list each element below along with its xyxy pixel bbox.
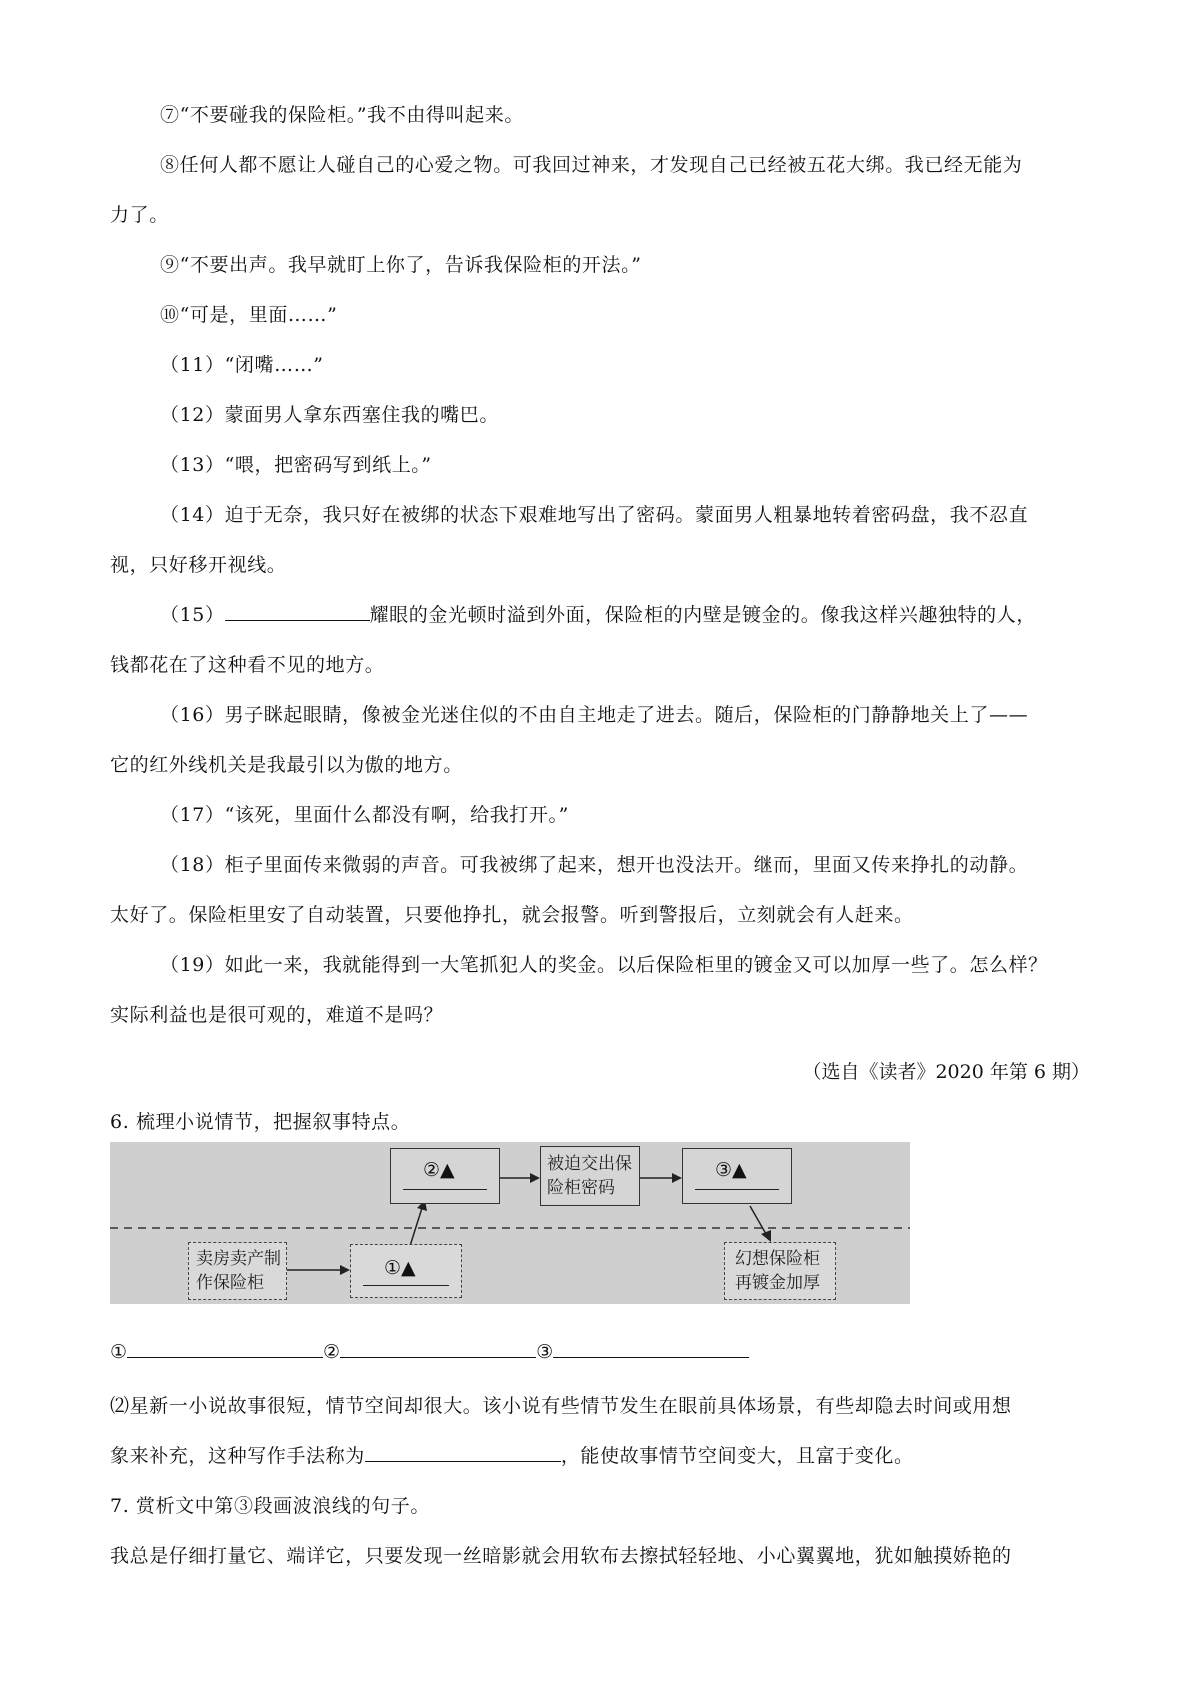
answer-blank-3[interactable] [553,1343,749,1358]
blank-2-label: ②▲ [423,1159,455,1181]
answer-blanks-row [110,1341,749,1363]
box-fantasy [724,1242,836,1300]
paragraph-15-number: （15） [160,604,225,626]
mind-map-diagram [110,1142,910,1304]
answer-blank-2[interactable] [340,1343,536,1358]
paragraph-16: （16）男子眯起眼睛，像被金光迷住似的不由自主地走了进去。随后，保险柜的门静静地关上了—— [160,704,1029,726]
box-sell-property [188,1242,287,1300]
box-sell-line2: 作保险柜 [196,1273,264,1293]
answer-blank-1[interactable] [127,1343,323,1358]
paragraph-18-cont: 太好了。保险柜里安了自动装置，只要他挣扎，就会报警。听到警报后，立刻就会有人赶来。 [110,904,914,926]
paragraph-17: （17）“该死，里面什么都没有啊，给我打开。” [160,804,569,826]
box-forced-line1: 被迫交出保 [547,1154,632,1174]
paragraph-15-cont: 钱都花在了这种看不见的地方。 [110,654,385,676]
box-sell-line1: 卖房卖产制 [196,1249,281,1269]
question-6-2-line2 [110,1441,914,1468]
box-blank-3 [682,1148,792,1204]
question-7: 7. 赏析文中第③段画波浪线的句子。 [110,1495,430,1517]
paragraph-10: ⑩“可是，里面……” [160,304,338,326]
question-6-2-line1: ⑵星新一小说故事很短，情节空间却很大。该小说有些情节发生在眼前具体场景，有些却隐去时间或用想 [110,1395,1012,1417]
blank-2-underline [403,1189,487,1190]
paragraph-14-cont: 视，只好移开视线。 [110,554,287,576]
paragraph-13: （13）“喂，把密码写到纸上。” [160,454,432,476]
paragraph-15 [160,600,1036,627]
paragraph-11: （11）“闭嘴……” [160,354,324,376]
answer-label-1: ① [110,1341,128,1363]
paragraph-14: （14）迫于无奈，我只好在被绑的状态下艰难地写出了密码。蒙面男人粗暴地转着密码盘，我不忍直 [160,504,1029,526]
answer-label-2: ② [323,1341,341,1363]
arrow-3-to-fantasy [750,1206,766,1234]
paragraph-16-cont: 它的红外线机关是我最引以为傲的地方。 [110,754,463,776]
paragraph-8: ⑧任何人都不愿让人碰自己的心爱之物。可我回过神来，才发现自己已经被五花大绑。我已经无能为 [160,154,1023,176]
arrow-1-to-2 [410,1208,422,1246]
question-6-2-prefix: 象来补充，这种写作手法称为 [110,1445,365,1467]
box-fantasy-line1: 幻想保险柜 [735,1249,820,1269]
fill-blank-15[interactable] [225,602,370,621]
paragraph-12: （12）蒙面男人拿东西塞住我的嘴巴。 [160,404,499,426]
paragraph-19: （19）如此一来，我就能得到一大笔抓犯人的奖金。以后保险柜里的镀金又可以加厚一些了。怎么样？ [160,954,1048,976]
paragraph-7: ⑦“不要碰我的保险柜。”我不由得叫起来。 [160,104,524,126]
paragraph-9: ⑨“不要出声。我早就盯上你了，告诉我保险柜的开法。” [160,254,642,276]
technique-blank[interactable] [365,1447,561,1462]
box-blank-2 [390,1148,500,1204]
box-forced-password [540,1146,640,1206]
question-6: 6. 梳理小说情节，把握叙事特点。 [110,1111,411,1133]
blank-1-underline [363,1285,449,1286]
question-7-text: 我总是仔细打量它、端详它，只要发现一丝暗影就会用软布去擦拭轻轻地、小心翼翼地，犹如触摸娇艳的 [110,1545,1012,1567]
paragraph-8-cont: 力了。 [110,204,169,226]
blank-1-label: ①▲ [384,1257,416,1279]
source-citation: （选自《读者》2020 年第 6 期） [802,1061,1090,1083]
question-6-2-suffix: ，能使故事情节空间变大，且富于变化。 [560,1445,914,1467]
blank-3-underline [695,1189,779,1190]
arrow-head-forced-to-3 [672,1173,682,1183]
arrow-head-2-to-forced [530,1173,540,1183]
paragraph-15-text: 耀眼的金光顿时溢到外面，保险柜的内壁是镀金的。像我这样兴趣独特的人， [369,604,1036,626]
paragraph-18: （18）柜子里面传来微弱的声音。可我被绑了起来，想开也没法开。继而，里面又传来挣扎的动静。 [160,854,1029,876]
arrow-head-3-to-fantasy [761,1230,771,1242]
box-fantasy-line2: 再镀金加厚 [735,1273,820,1293]
paragraph-19-cont: 实际利益也是很可观的，难道不是吗？ [110,1004,444,1026]
box-blank-1 [350,1244,462,1298]
box-forced-line2: 险柜密码 [547,1178,615,1198]
arrow-head-sell-to-1 [340,1265,350,1275]
answer-label-3: ③ [536,1341,554,1363]
blank-3-label: ③▲ [715,1159,747,1181]
